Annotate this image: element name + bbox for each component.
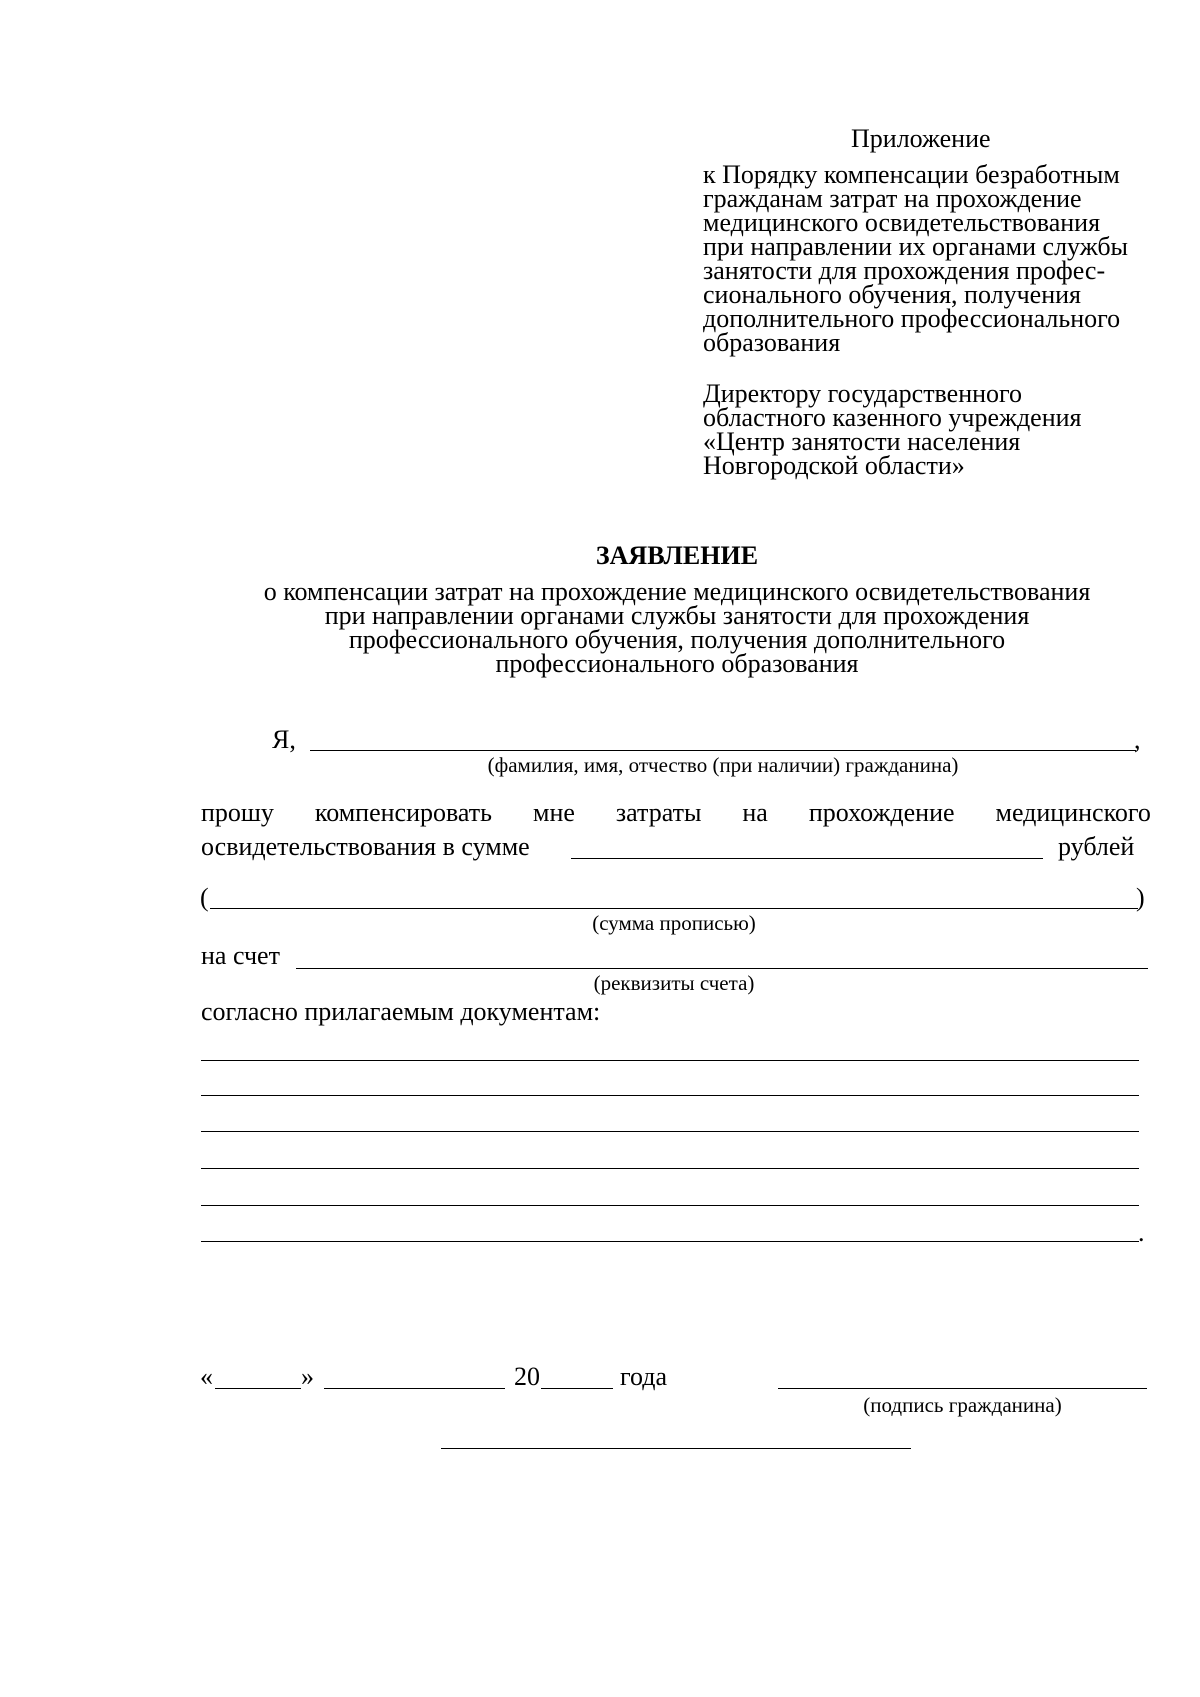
- closing-divider: [441, 1448, 911, 1449]
- request-word: прохождение: [808, 798, 955, 827]
- subtitle-line: о компенсации затрат на прохождение медицинского освидетельствования: [263, 577, 1091, 606]
- request-word: на: [742, 798, 768, 827]
- documents-line[interactable]: [201, 1131, 1139, 1132]
- amount-label: освидетельствования в сумме: [201, 832, 530, 861]
- appendix-line: сионального обучения, получения: [703, 280, 1081, 309]
- signature-field[interactable]: [778, 1388, 1147, 1389]
- i-label: Я,: [272, 725, 296, 754]
- addressee-line: Новгородской области»: [703, 451, 965, 480]
- appendix-text: [703, 160, 1129, 357]
- subtitle-line: профессионального образования: [495, 649, 859, 678]
- date-quote-close: »: [301, 1362, 314, 1391]
- request-word: прошу: [201, 798, 274, 827]
- request-word: медицинского: [995, 798, 1151, 827]
- date-month-field[interactable]: [324, 1388, 505, 1389]
- account-caption: (реквизиты счета): [593, 971, 755, 995]
- appendix-line: к Порядку компенсации безработным: [703, 160, 1120, 189]
- paren-open: (: [200, 883, 209, 912]
- appendix-line: образования: [703, 328, 841, 357]
- addressee-line: областного казенного учреждения: [703, 403, 1082, 432]
- paren-close: ): [1136, 883, 1145, 912]
- appendix-line: занятости для прохождения профес-: [703, 256, 1106, 285]
- fio-comma: ,: [1134, 725, 1141, 754]
- appendix-line: при направлении их органами службы: [703, 232, 1129, 261]
- request-word: затраты: [615, 798, 702, 827]
- documents-line[interactable]: [201, 1241, 1139, 1242]
- amount-field[interactable]: [571, 858, 1043, 859]
- account-label: на счет: [201, 941, 280, 970]
- appendix-line: медицинского освидетельствования: [703, 208, 1101, 237]
- document-title: ЗАЯВЛЕНИЕ: [595, 541, 759, 570]
- addressee-line: «Центр занятости населения: [703, 427, 1021, 456]
- date-year-suffix: года: [620, 1362, 668, 1391]
- request-line: [201, 800, 1151, 826]
- documents-period: .: [1138, 1218, 1145, 1247]
- date-year-prefix: 20: [514, 1362, 540, 1391]
- signature-caption: (подпись гражданина): [863, 1393, 1062, 1417]
- documents-line[interactable]: [201, 1095, 1139, 1096]
- appendix-line: гражданам затрат на прохождение: [703, 184, 1082, 213]
- documents-line[interactable]: [201, 1060, 1139, 1061]
- addressee-block: [703, 379, 1082, 480]
- date-day-field[interactable]: [215, 1388, 301, 1389]
- account-field[interactable]: [296, 968, 1148, 969]
- appendix-title: Приложение: [851, 124, 991, 153]
- subtitle-line: при направлении органами службы занятости для прохождения: [324, 601, 1030, 630]
- documents-line[interactable]: [201, 1205, 1139, 1206]
- date-year-field[interactable]: [541, 1388, 613, 1389]
- date-quote-open: «: [200, 1362, 213, 1391]
- fio-field[interactable]: [310, 750, 1136, 751]
- subtitle-line: профессионального обучения, получения дополнительного: [348, 625, 1006, 654]
- amount-words-field[interactable]: [210, 908, 1138, 909]
- rubles-label: рублей: [1058, 832, 1135, 861]
- fio-caption: (фамилия, имя, отчество (при наличии) гражданина): [487, 753, 959, 777]
- request-word: мне: [533, 798, 575, 827]
- appendix-line: дополнительного профессионального: [703, 304, 1121, 333]
- documents-label: согласно прилагаемым документам:: [201, 997, 601, 1026]
- request-word: компенсировать: [314, 798, 493, 827]
- documents-line[interactable]: [201, 1168, 1139, 1169]
- document-subtitle: [0, 577, 1200, 678]
- addressee-line: Директору государственного: [703, 379, 1023, 408]
- amount-words-caption: (сумма прописью): [592, 911, 756, 935]
